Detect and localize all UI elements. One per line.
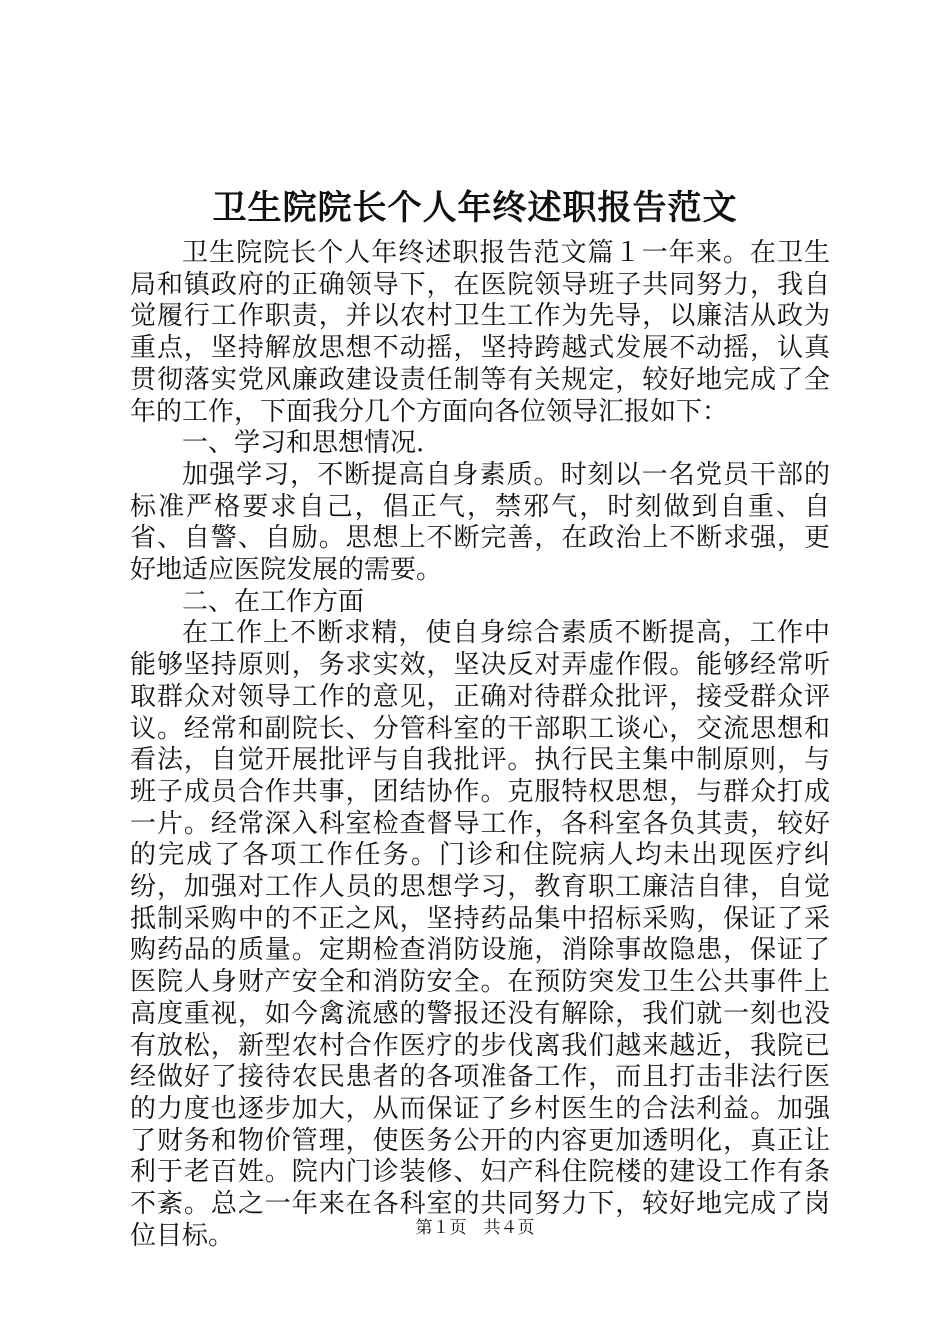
document-title: 卫生院院长个人年终述职报告范文: [212, 188, 738, 228]
section-heading-work: 二、在工作方面: [182, 586, 365, 617]
paragraph-study: 加强学习，不断提高自身素质。时刻以一名党员干部的标准严格要求自己，倡正气，禁邪气，时刻做到自重、自省、自警、自励。思想上不断完善，在政治上不断求强，更好地适应医院发展的需要。: [130, 459, 830, 586]
paragraph-work: 在工作上不断求精，使自身综合素质不断提高，工作中能够坚持原则，务求实效，坚决反对弄虚作假。能够经常听取群众对领导工作的意见，正确对待群众批评，接受群众评议。经常和副院长、分管科室的干部职工谈心，交流思想和看法，自觉开展批评与自我批评。执行民主集中制原则，与班子成员合作共事，团结协作。克服特权思想，与群众打成一片。经常深入科室检查督导工作，各科室各负其责，较好的完成了各项工作任务。门诊和住院病人均未出现医疗纠纷，加强对工作人员的思想学习，教育职工廉洁自律，自觉抵制采购中的不正之风，坚持药品集中招标采购，保证了采购药品的质量。定期检查消防设施，消除事故隐患，保证了医院人身财产安全和消防安全。在预防突发卫生公共事件上高度重视，如今禽流感的警报还没有解除，我们就一刻也没有放松，新型农村合作医疗的步伐离我们越来越近，我院已经做好了接待农民患者的各项准备工作，而且打击非法行医的力度也逐步加大，从而保证了乡村医生的合法利益。加强了财务和物价管理，使医务公开的内容更加透明化，真正让利于老百姓。院内门诊装修、妇产科住院楼的建设工作有条不紊。总之一年来在各科室的共同努力下，较好地完成了岗位目标。: [130, 618, 830, 1251]
page-footer: 第１页 共４页: [415, 1218, 535, 1238]
document-body: [130, 238, 830, 1253]
paragraph-intro: 卫生院院长个人年终述职报告范文篇１一年来。在卫生局和镇政府的正确领导下，在医院领导班子共同努力，我自觉履行工作职责，并以农村卫生工作为先导，以廉洁从政为重点，坚持解放思想不动摇，坚持跨越式发展不动摇，认真贯彻落实党风廉政建设责任制等有关规定，较好地完成了全年的工作，下面我分几个方面向各位领导汇报如下：: [130, 238, 830, 427]
section-heading-study: 一、学习和思想情况.: [182, 428, 425, 459]
